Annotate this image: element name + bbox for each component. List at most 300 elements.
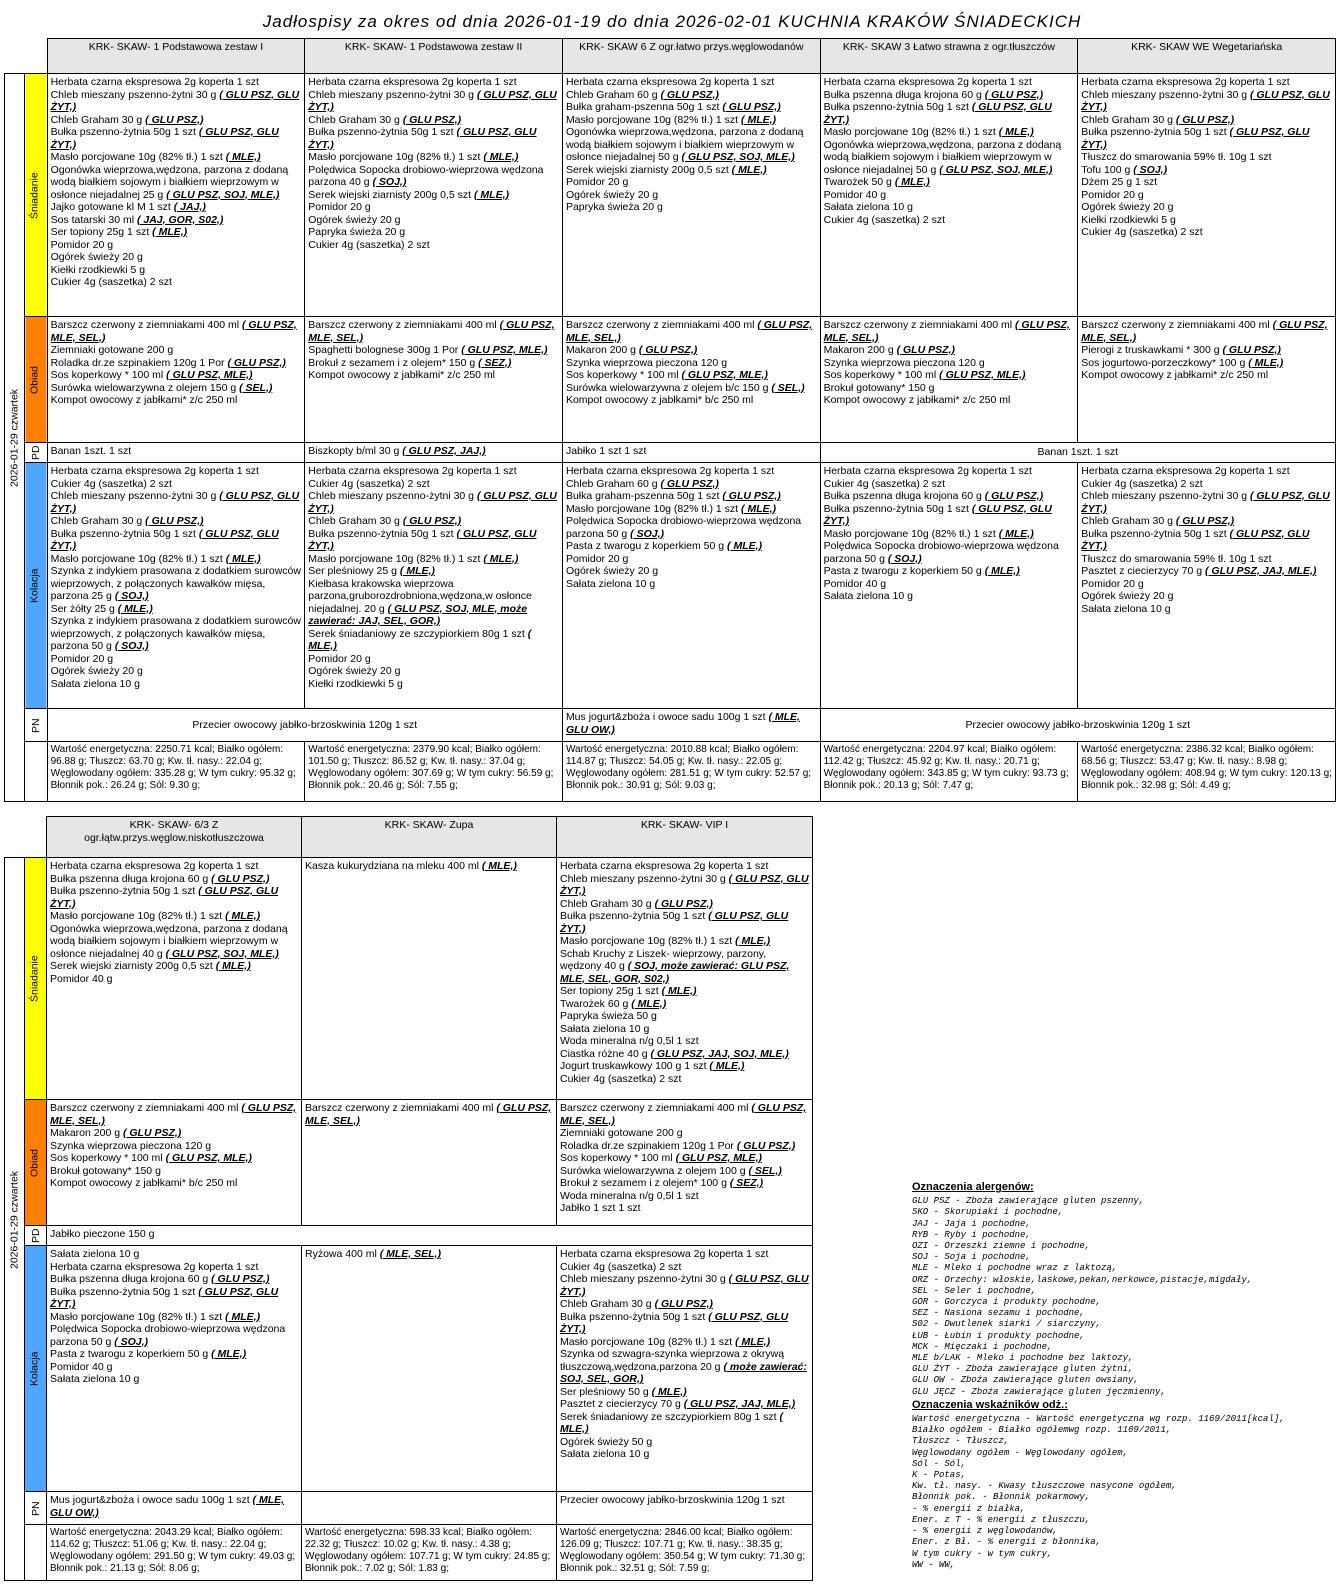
menu-cell	[47, 858, 302, 1100]
allergen-codes: ( SOJ,)	[114, 640, 149, 652]
menu-item: Brokuł z sezamem i z olejem* 100 g ( SEZ,)	[560, 1177, 764, 1189]
legend-row: K - Potas,	[912, 1470, 967, 1481]
allergen-codes: ( MLE,)	[483, 151, 519, 163]
menu-item: Bułka pszenno-żytnia 50g 1 szt ( GLU PSZ, GLU ŻYT,)	[308, 126, 537, 151]
menu-cell	[557, 1492, 813, 1525]
menu-item: Bułka pszenna długa krojona 60 g ( GLU PSZ,)	[823, 88, 1044, 101]
menu-item: Jogurt truskawkowy 100 g 1 szt ( MLE,)	[560, 1060, 745, 1072]
diet-header: KRK- SKAW WE Wegetariańska	[1078, 39, 1336, 74]
menu-item: Masło porcjowane 10g (82% tł.) 1 szt ( MLE,)	[565, 113, 777, 126]
allergen-codes: ( GLU PSZ,)	[722, 490, 781, 502]
allergen-codes: ( GLU PSZ, JAJ, MLE,)	[1205, 565, 1317, 577]
menu-item: Chleb Graham 30 g ( GLU PSZ,)	[560, 897, 713, 910]
menu-item: Kompot owocowy z jabłkami* z/c 250 ml	[50, 394, 238, 406]
allergen-codes: ( SOJ,)	[887, 552, 922, 565]
menu-item: Ogórek świeży 20 g	[50, 251, 143, 263]
menu-cell	[47, 709, 562, 742]
menu-item: Chleb mieszany pszenno-żytni 30 g ( GLU PSZ, GLU ŻYT,)	[1081, 88, 1330, 113]
nutrition-summary: Wartość energetyczna: 2379.90 kcal; Białko ogółem: 101.50 g; Tłuszcz: 86.52 g; Kw. tł. nasy.: 37.04 g; Węglowodany ogółem: 307.69 g; W tym cukry: 56.59 g; Błonnik pok.: 20.46 g; Sól: 7.55 g;	[305, 742, 563, 802]
menu-item: Szynka z indykiem prasowana z dodatkiem surowców wieprzowych, z połączonych kawałków mięsa, parzona 50 g ( SOJ,)	[50, 615, 301, 652]
menu-item: Herbata czarna ekspresowa 2g koperta 1 szt	[50, 860, 259, 872]
allergen-codes: ( GLU PSZ, GLU ŻYT,)	[560, 1273, 809, 1298]
allergen-codes: ( GLU PSZ, JAJ,)	[402, 445, 486, 457]
menu-item: Barszcz czerwony z ziemniakami 400 ml ( GLU PSZ, MLE, SEL,)	[50, 1102, 297, 1127]
menu-item: Bułka graham-pszenna 50g 1 szt ( GLU PSZ,)	[565, 490, 781, 502]
allergen-codes: ( MLE, GLU OW,)	[565, 711, 800, 736]
menu-item: Serek wiejski ziarnisty 200g 0,5 szt ( MLE,)	[50, 960, 251, 972]
allergen-codes: ( GLU PSZ, GLU ŻYT,)	[50, 885, 279, 910]
menu-item: Bułka pszenno-żytnia 50g 1 szt ( GLU PSZ, GLU ŻYT,)	[50, 885, 279, 910]
diet-header: KRK- SKAW- 6/3 Z ogr.łątw.przys.węglow.niskotłuszczowa	[47, 817, 302, 858]
legend-row: GLU ŻYT - Zboża zawierające gluten żytni,	[912, 1364, 1134, 1375]
allergen-codes: ( GLU PSZ, SOJ, MLE,)	[681, 151, 795, 163]
diet-header: KRK- SKAW- Zupa	[302, 817, 557, 858]
allergen-codes: ( SEL,)	[239, 381, 273, 394]
menu-cell	[305, 443, 563, 463]
allergen-codes: ( GLU PSZ, MLE, SEL,)	[308, 319, 555, 344]
legend-row: ŁUB - Łubin i produkty pochodne,	[912, 1330, 1085, 1341]
menu-item: Pomidor 20 g	[50, 238, 114, 251]
menu-item: Pomidor 20 g	[1081, 577, 1144, 590]
menu-item: Brokuł gotowany* 150 g	[823, 381, 935, 394]
menu-item: Chleb Graham 30 g ( GLU PSZ,)	[50, 113, 204, 126]
allergen-codes: ( MLE,)	[560, 1410, 783, 1435]
menu-cell	[562, 443, 820, 463]
menu-item: Bułka pszenno-żytnia 50g 1 szt ( GLU PSZ, GLU ŻYT,)	[823, 502, 1052, 527]
legend-row: SKO - Skorupiaki i pochodne,	[912, 1207, 1064, 1218]
menu-cell	[562, 317, 820, 443]
menu-item: Serek śniadaniowy ze szczypiorkiem 80g 1 szt ( MLE,)	[308, 627, 532, 652]
menu-item: Papryka świeża 50 g	[560, 1010, 657, 1022]
allergen-codes: ( GLU PSZ, GLU ŻYT,)	[1081, 490, 1330, 515]
menu-item: Masło porcjowane 10g (82% tł.) 1 szt ( MLE,)	[50, 1310, 261, 1323]
menu-item: Herbata czarna ekspresowa 2g koperta 1 szt	[1081, 465, 1290, 477]
menu-cell	[305, 74, 563, 317]
menu-item: Ogórek świeży 20 g	[50, 665, 143, 677]
menu-item: Sos koperkowy * 100 ml ( GLU PSZ, MLE,)	[50, 1152, 252, 1164]
allergen-codes: ( GLU PSZ, MLE,)	[166, 369, 253, 381]
menu-item: Chleb Graham 30 g ( GLU PSZ,)	[560, 1298, 713, 1310]
nutrition-summary: Wartość energetyczna: 2846.00 kcal; Białko ogółem: 126.09 g; Tłuszcz: 107.71 g; Kw. tł. nasy.: 38.35 g; Węglowodany ogółem: 350.54 g; W tym cukry: 71.30 g; Błonnik pok.: 32.51 g; Sól: 7.59 g;	[557, 1525, 813, 1581]
allergen-codes: ( GLU PSZ, MLE, SEL,)	[50, 319, 297, 344]
allergen-codes: ( GLU PSZ,)	[145, 113, 204, 126]
menu-cell	[820, 463, 1078, 709]
allergen-codes: ( MLE,)	[998, 126, 1034, 138]
menu-item: Polędwica Sopocka drobiowo-wieprzowa wędzona parzona 40 g ( SOJ,)	[308, 163, 544, 188]
diet-header: KRK- SKAW 6 Z ogr.łatwo przys.węglowodanów	[562, 39, 820, 74]
allergen-codes: ( MLE,)	[661, 985, 697, 997]
allergen-codes: ( MLE,)	[215, 960, 251, 972]
menu-item: Bułka pszenno-żytnia 50g 1 szt ( GLU PSZ, GLU ŻYT,)	[50, 126, 279, 151]
allergen-list	[912, 1196, 1332, 1398]
allergen-codes: ( MLE,)	[225, 151, 261, 163]
menu-item: Cukier 4g (saszetka) 2 szt	[823, 477, 945, 490]
allergen-codes: ( SEL,)	[748, 1164, 782, 1177]
allergen-codes: ( MLE,)	[481, 860, 517, 872]
allergen-codes: ( GLU PSZ, MLE, SEL,)	[560, 1102, 807, 1127]
menu-cell	[557, 858, 813, 1100]
legend-row: Ener. z T - % energii z tłuszczu,	[912, 1514, 1091, 1525]
allergen-codes: ( GLU PSZ,)	[984, 490, 1044, 502]
diet-header: KRK- SKAW- VIP I	[557, 817, 813, 858]
allergen-codes: ( GLU PSZ, GLU ŻYT,)	[1081, 527, 1310, 552]
allergen-codes: ( GLU PSZ,)	[227, 356, 286, 369]
menu-item: Ogonówka wieprzowa,wędzona, parzona z dodaną wodą białkiem sojowym i białkiem wieprzowym w osłonce niejadalnej 50 g ( GLU PSZ, SOJ, MLE,)	[565, 126, 804, 163]
menu-item: Makaron 200 g ( GLU PSZ,)	[50, 1127, 182, 1139]
menu-cell	[305, 317, 563, 443]
menu-item: Jabłko 1 szt 1 szt	[565, 445, 647, 457]
menu-item: Bułka pszenna długa krojona 60 g ( GLU PSZ,)	[823, 490, 1044, 502]
allergen-codes: ( MLE, GLU OW,)	[50, 1494, 285, 1519]
menu-item: Barszcz czerwony z ziemniakami 400 ml ( GLU PSZ, MLE, SEL,)	[308, 319, 555, 344]
menu-cell	[47, 74, 305, 317]
menu-item: Herbata czarna ekspresowa 2g koperta 1 szt	[50, 76, 259, 88]
diet-header: KRK- SKAW- 1 Podstawowa zestaw II	[305, 39, 563, 74]
allergen-codes: ( MLE,)	[741, 113, 777, 126]
legend-row: MCK - Mięczaki i pochodne,	[912, 1341, 1053, 1352]
allergen-codes: ( GLU PSZ,)	[211, 872, 270, 885]
menu-item: Pomidor 40 g	[823, 188, 887, 201]
menu-item: Herbata czarna ekspresowa 2g koperta 1 szt	[308, 465, 517, 477]
legend-row: Białko ogółem - Białko ogółemwg rozp. 1169/2011,	[912, 1425, 1172, 1436]
allergen-codes: ( SEL,)	[771, 381, 805, 394]
meal-label-obiad: Obiad	[25, 1100, 47, 1226]
menu-item: Woda mineralna n/g 0,5l 1 szt	[560, 1035, 699, 1047]
allergen-codes: ( MLE,)	[225, 552, 261, 565]
legend-row: - % energii z białka,	[912, 1503, 1026, 1514]
menu-item: Serek śniadaniowy ze szczypiorkiem 80g 1 szt ( MLE,)	[560, 1410, 783, 1435]
allergen-codes: ( MLE,)	[631, 997, 667, 1010]
menu-item: Przecier owocowy jabłko-brzoskwinia 120g 1 szt	[192, 718, 418, 731]
legend-row: MLE b/LAK - Mleko i pochodne bez laktozy,	[912, 1353, 1134, 1364]
allergen-codes: ( GLU PSZ,)	[402, 515, 462, 527]
menu-item: Ser topiony 25g 1 szt ( MLE,)	[50, 226, 188, 238]
allergen-codes: ( GLU PSZ, MLE,)	[461, 344, 548, 356]
menu-item: Makaron 200 g ( GLU PSZ,)	[565, 344, 698, 356]
menu-item: Sos koperkowy * 100 ml ( GLU PSZ, MLE,)	[560, 1152, 762, 1164]
menu-item: Chleb mieszany pszenno-żytni 30 g ( GLU PSZ, GLU ŻYT,)	[50, 88, 300, 113]
menu-item: Chleb Graham 30 g ( GLU PSZ,)	[1081, 113, 1235, 126]
allergen-codes: ( MLE,)	[117, 602, 153, 615]
menu-item: Sos jogurtowo-porzeczkowy* 100 g ( MLE,)	[1081, 356, 1284, 369]
menu-item: Pomidor 20 g	[1081, 188, 1144, 201]
legend-row: Błonnik pok. - Błonnik pokarmowy,	[912, 1492, 1091, 1503]
menu-item: Biszkopty b/ml 30 g ( GLU PSZ, JAJ,)	[308, 445, 486, 457]
menu-item: Ogórek świeży 20 g	[565, 188, 659, 201]
menu-item: Chleb Graham 60 g ( GLU PSZ,)	[565, 477, 719, 490]
allergen-codes: ( MLE,)	[741, 502, 777, 515]
meal-label-kolacja: Kolacja	[25, 1246, 47, 1492]
menu-item: Masło porcjowane 10g (82% tł.) 1 szt ( MLE,)	[50, 910, 261, 922]
allergen-codes: ( GLU PSZ,)	[1222, 344, 1281, 356]
menu-item: Surówka wielowarzywna z olejem 150 g ( SEL,)	[50, 381, 273, 394]
menu-item: Chleb mieszany pszenno-żytni 30 g ( GLU PSZ, GLU ŻYT,)	[50, 490, 300, 515]
menu-item: Surówka wielowarzywna z olejem 100 g ( SEL,)	[560, 1164, 782, 1177]
allergen-codes: ( GLU PSZ, GLU ŻYT,)	[1081, 126, 1310, 151]
menu-item: Banan 1szt. 1 szt	[1037, 446, 1119, 459]
allergen-codes: ( MLE,)	[152, 226, 188, 238]
menu-item: Masło porcjowane 10g (82% tł.) 1 szt ( MLE,)	[50, 151, 261, 163]
menu-item: Bułka pszenno-żytnia 50g 1 szt ( GLU PSZ, GLU ŻYT,)	[50, 1285, 279, 1310]
allergen-codes: ( GLU PSZ,)	[660, 477, 719, 490]
menu-item: Masło porcjowane 10g (82% tł.) 1 szt ( MLE,)	[823, 527, 1034, 540]
menu-item: Kompot owocowy z jabłkami* z/c 250 ml	[823, 394, 1011, 406]
menu-item: Twarożek 50 g ( MLE,)	[823, 176, 930, 188]
legend-row: W tym cukry - w tym cukry,	[912, 1548, 1053, 1559]
allergen-codes: ( GLU PSZ, MLE,)	[681, 369, 768, 381]
menu-item: Ser żółty 25 g ( MLE,)	[50, 602, 153, 615]
allergen-codes: ( GLU PSZ,)	[654, 1298, 713, 1310]
menu-item: Przecier owocowy jabłko-brzoskwinia 120g 1 szt	[560, 1494, 785, 1506]
menu-item: Barszcz czerwony z ziemniakami 400 ml ( GLU PSZ, MLE, SEL,)	[305, 1102, 552, 1127]
menu-item: Pasta z twarogu z koperkiem 50 g ( MLE,)	[50, 1348, 247, 1360]
menu-cell	[302, 1492, 557, 1525]
allergen-codes: ( SOJ,)	[1133, 163, 1168, 176]
menu-item: Sałata zielona 10 g	[560, 1448, 650, 1460]
menu-item: Ryżowa 400 ml ( MLE, SEL,)	[305, 1248, 441, 1260]
menu-item: Przecier owocowy jabłko-brzoskwinia 120g 1 szt	[965, 718, 1191, 731]
menu-item: Chleb mieszany pszenno-żytni 30 g ( GLU PSZ, GLU ŻYT,)	[1081, 490, 1330, 515]
allergen-codes: ( GLU PSZ,)	[145, 515, 204, 527]
menu-item: Barszcz czerwony z ziemniakami 400 ml ( GLU PSZ, MLE, SEL,)	[823, 319, 1070, 344]
menu-item: Ser topiony 25g 1 szt ( MLE,)	[560, 985, 697, 997]
menu-item: Cukier 4g (saszetka) 2 szt	[560, 1260, 682, 1273]
menu-item: Banan 1szt. 1 szt	[50, 445, 132, 457]
menu-item: Szynka od szwagra-szynka wieprzowa z okrywą tłuszczową,wędzona,parzona 20 g ( może zawierać: SOJ, SEL, GOR,)	[560, 1348, 807, 1385]
allergen-codes: ( MLE,)	[735, 1335, 771, 1348]
allergen-codes: ( GLU PSZ,)	[402, 113, 462, 126]
menu-item: Mus jogurt&zboża i owoce sadu 100g 1 szt ( MLE, GLU OW,)	[565, 711, 800, 736]
legend-row: - % energii z węglowodanów,	[912, 1526, 1058, 1537]
menu-item: Twarożek 60 g ( MLE,)	[560, 997, 667, 1010]
allergen-codes: ( GLU PSZ, MLE,)	[675, 1152, 762, 1164]
meal-label-sniadanie: Śniadanie	[25, 74, 47, 317]
menu-item: Ogonówka wieprzowa,wędzona, parzona z dodaną wodą białkiem sojowym i białkiem wieprzowym w osłonce niejadalnej 50 g ( GLU PSZ, SOJ, MLE,)	[823, 138, 1062, 176]
menu-item: Ogórek świeży 50 g	[560, 1435, 653, 1448]
allergen-codes: ( JAJ, GOR, S02,)	[136, 213, 224, 226]
allergen-codes: ( MLE,)	[308, 627, 532, 652]
legend-row: S02 - Dwutlenek siarki / siarczyny,	[912, 1319, 1102, 1330]
menu-item: Kiełki rzodkiewki 5 g	[308, 677, 403, 690]
menu-item: Pasztet z ciecierzycy 70 g ( GLU PSZ, JAJ, MLE,)	[560, 1398, 796, 1410]
menu-item: Polędwica Sopocka drobiowo-wieprzowa wędzona parzona 50 g ( SOJ,)	[823, 540, 1059, 565]
menu-item: Bułka pszenno-żytnia 50g 1 szt ( GLU PSZ, GLU ŻYT,)	[1081, 126, 1310, 151]
legend-row: GLU PSZ - Zboża zawierające gluten pszenny,	[912, 1196, 1145, 1207]
legend-row: Kw. tł. nasy. - Kwasy tłuszczowe nasycone ogółem,	[912, 1481, 1177, 1492]
menu-item: Herbata czarna ekspresowa 2g koperta 1 szt	[1081, 76, 1290, 88]
nutrition-summary: Wartość energetyczna: 2010.88 kcal; Białko ogółem: 114.87 g; Tłuszcz: 54.05 g; Kw. tł. nasy.: 22.05 g; Węglowodany ogółem: 281.51 g; W tym cukry: 52.57 g; Błonnik pok.: 30.91 g; Sól: 9.03 g;	[562, 742, 820, 802]
menu-item: Roladka dr.ze szpinakiem 120g 1 Por ( GLU PSZ,)	[50, 356, 286, 369]
allergen-codes: ( GLU PSZ, GLU ŻYT,)	[308, 527, 537, 552]
diet-header: KRK- SKAW 3 Łatwo strawna z ogr.tłuszczów	[820, 39, 1078, 74]
menu-item: Kasza kukurydziana na mleku 400 ml ( MLE,)	[305, 860, 517, 872]
menu-item: Herbata czarna ekspresowa 2g koperta 1 szt	[308, 76, 517, 88]
menu-item: Chleb mieszany pszenno-żytni 30 g ( GLU PSZ, GLU ŻYT,)	[308, 490, 557, 515]
legend-row: GLU OW - Zboża zawierające gluten owsiany,	[912, 1375, 1139, 1386]
menu-item: Kompot owocowy z jabłkami* b/c 250 ml	[565, 394, 754, 406]
menu-item: Pomidor 20 g	[565, 552, 629, 565]
menu-item: Ogórek świeży 20 g	[565, 565, 659, 577]
allergen-codes: ( GLU PSZ,)	[1175, 515, 1235, 527]
menu-cell	[1078, 317, 1336, 443]
menu-item: Herbata czarna ekspresowa 2g koperta 1 szt	[823, 76, 1032, 88]
menu-item: Cukier 4g (saszetka) 2 szt	[308, 238, 430, 251]
menu-item: Chleb Graham 30 g ( GLU PSZ,)	[1081, 515, 1235, 527]
menu-cell	[47, 443, 305, 463]
legend-row: Sól - Sól,	[912, 1458, 967, 1469]
menu-item: Pomidor 20 g	[50, 652, 114, 665]
menu-item: Ogórek świeży 20 g	[1081, 201, 1174, 213]
menu-item: Cukier 4g (saszetka) 2 szt	[560, 1072, 682, 1085]
legend-row: WW - WW,	[912, 1559, 956, 1570]
menu-cell	[302, 1246, 557, 1492]
menu-item: Sałata zielona 10 g	[823, 590, 913, 602]
menu-item: Kompot owocowy z jabłkami* z/c 250 ml	[308, 369, 496, 381]
menu-item: Serek wiejski ziarnisty 200g 0,5 szt ( MLE,)	[308, 188, 509, 201]
allergen-codes: ( GLU PSZ,)	[122, 1127, 182, 1139]
allergen-codes: ( MLE,)	[651, 1385, 687, 1398]
menu-cell	[562, 463, 820, 709]
menu-cell	[820, 317, 1078, 443]
menu-item: Bułka pszenno-żytnia 50g 1 szt ( GLU PSZ, GLU ŻYT,)	[308, 527, 537, 552]
menu-item: Bułka graham-pszenna 50g 1 szt ( GLU PSZ,)	[565, 101, 781, 113]
menu-item: Sos tatarski 30 ml ( JAJ, GOR, S02,)	[50, 213, 224, 226]
allergen-codes: ( MLE,)	[399, 565, 435, 577]
menu-item: Chleb mieszany pszenno-żytni 30 g ( GLU PSZ, GLU ŻYT,)	[560, 872, 809, 897]
menu-item: Pomidor 40 g	[50, 972, 113, 985]
legend-row: ORZ - Orzechy: włoskie,laskowe,pekan,nerkowce,pistacje,migdały,	[912, 1274, 1253, 1285]
allergen-codes: ( MLE,)	[984, 565, 1020, 577]
menu-cell	[47, 1100, 302, 1226]
menu-cell	[557, 1246, 813, 1492]
menu-item: Bułka pszenno-żytnia 50g 1 szt ( GLU PSZ, GLU ŻYT,)	[560, 910, 789, 935]
allergen-codes: ( GLU PSZ, MLE, SEL,)	[565, 319, 813, 344]
allergen-codes: ( GLU PSZ, SOJ, MLE,)	[939, 163, 1053, 176]
menu-item: Ogonówka wieprzowa,wędzona, parzona z dodaną wodą białkiem sojowym i białkiem wieprzowym w osłonce niejadalnej 25 g ( GLU PSZ, SOJ, MLE,)	[50, 163, 289, 201]
allergen-codes: ( GLU PSZ, GLU ŻYT,)	[50, 527, 279, 552]
menu-item: Masło porcjowane 10g (82% tł.) 1 szt ( MLE,)	[560, 1335, 771, 1348]
date-label: 2026-01-29 czwartek	[5, 858, 25, 1581]
legend-row: Węglowodany ogółem - Węglowodany ogółem,	[912, 1447, 1129, 1458]
menu-item: Ogonówka wieprzowa,wędzona, parzona z dodaną wodą białkiem sojowym i białkiem wieprzowym w osłonce niejadalnej 40 g ( GLU PSZ, SOJ, MLE,)	[50, 922, 288, 960]
menu-item: Papryka świeża 20 g	[308, 226, 406, 238]
allergen-codes: ( GLU PSZ, GLU ŻYT,)	[50, 88, 300, 113]
allergen-codes: ( MLE, SEL,)	[379, 1248, 441, 1260]
allergen-codes: ( SOJ, może zawierać: GLU PSZ, MLE, SEL, GOR, S02,)	[560, 960, 790, 985]
allergen-codes: ( MLE,)	[483, 552, 519, 565]
menu-cell	[562, 709, 820, 742]
menu-item: Cukier 4g (saszetka) 2 szt	[308, 477, 430, 490]
menu-item: Barszcz czerwony z ziemniakami 400 ml ( GLU PSZ, MLE, SEL,)	[565, 319, 813, 344]
menu-item: Ciastka różne 40 g ( GLU PSZ, JAJ, SOJ, MLE,)	[560, 1047, 789, 1060]
menu-item: Pomidor 40 g	[50, 1360, 113, 1373]
menu-item: Ziemniaki gotowane 200 g	[50, 344, 174, 356]
menu-item: Herbata czarna ekspresowa 2g koperta 1 szt	[560, 1248, 769, 1260]
legend-row: Ener. z Bł. - % energii z błonnika,	[912, 1537, 1102, 1548]
allergen-codes: ( GLU PSZ, MLE, SEL,)	[50, 1102, 297, 1127]
menu-cell	[1078, 74, 1336, 317]
allergen-codes: ( SEZ,)	[478, 356, 512, 369]
menu-item: Bułka pszenno-żytnia 50g 1 szt ( GLU PSZ, GLU ŻYT,)	[1081, 527, 1310, 552]
menu-item: Makaron 200 g ( GLU PSZ,)	[823, 344, 955, 356]
menu-item: Masło porcjowane 10g (82% tł.) 1 szt ( MLE,)	[823, 126, 1034, 138]
menu-item: Barszcz czerwony z ziemniakami 400 ml ( GLU PSZ, MLE, SEL,)	[50, 319, 297, 344]
menu-cell	[1078, 463, 1336, 709]
allergens-title: Oznaczenia alergenów:	[912, 1181, 1034, 1193]
menu-cell	[47, 1246, 302, 1492]
menu-item: Pomidor 20 g	[308, 201, 371, 213]
allergen-codes: ( GLU PSZ,)	[1175, 113, 1235, 126]
menu-item: Szynka wieprzowa pieczona 120 g	[50, 1139, 212, 1152]
allergen-codes: ( GLU PSZ,)	[984, 88, 1044, 101]
menu-item: Sos koperkowy * 100 ml ( GLU PSZ, MLE,)	[565, 369, 768, 381]
legend-row: Wartość energetyczna - Wartość energetyczna wg rozp. 1169/2011[kcal],	[912, 1414, 1285, 1425]
menu-item: Herbata czarna ekspresowa 2g koperta 1 szt	[50, 465, 259, 477]
menu-item: Masło porcjowane 10g (82% tł.) 1 szt ( MLE,)	[560, 935, 771, 947]
legend-row: SEL - Seler i pochodne,	[912, 1285, 1037, 1296]
allergen-codes: ( MLE,)	[474, 188, 509, 201]
allergen-codes: ( GLU PSZ, JAJ, SOJ, MLE,)	[650, 1047, 789, 1060]
allergen-codes: ( MLE,)	[894, 176, 930, 188]
menu-cell	[302, 1100, 557, 1226]
indicators-title: Oznaczenia wskaźników odż.:	[912, 1398, 1068, 1411]
menu-item: Ogórek świeży 20 g	[308, 665, 401, 677]
menu-cell	[47, 1226, 813, 1246]
allergen-codes: ( GLU PSZ,)	[736, 1139, 796, 1152]
diet-header: KRK- SKAW- 1 Podstawowa zestaw I	[47, 39, 305, 74]
allergen-codes: ( MLE,)	[225, 1310, 261, 1323]
allergen-codes: ( GLU PSZ, GLU ŻYT,)	[50, 1285, 279, 1310]
nutrition-summary: Wartość energetyczna: 2386.32 kcal; Białko ogółem: 68.56 g; Tłuszcz: 53.47 g; Kw. tł. nasy.: 8.98 g; Węglowodany ogółem: 408.94 g; W tym cukry: 120.13 g; Błonnik pok.: 32.98 g; Sól: 4.49 g;	[1078, 742, 1336, 802]
allergen-codes: ( GLU PSZ, SOJ, MLE, może zawierać: JAJ, SEL, GOR,)	[308, 602, 528, 627]
allergen-codes: ( GLU PSZ, GLU ŻYT,)	[823, 101, 1052, 126]
allergen-codes: ( GLU PSZ, MLE, SEL,)	[305, 1102, 552, 1127]
allergen-codes: ( GLU PSZ, GLU ŻYT,)	[308, 88, 557, 113]
menu-item: Sałata zielona 10 g	[50, 677, 140, 690]
menu-item: Kompot owocowy z jabłkami* z/c 250 ml	[1081, 369, 1269, 381]
menu-item: Bułka pszenno-żytnia 50g 1 szt ( GLU PSZ, GLU ŻYT,)	[823, 101, 1052, 126]
menu-item: Sos koperkowy * 100 ml ( GLU PSZ, MLE,)	[823, 369, 1026, 381]
allergen-codes: ( MLE,)	[1248, 356, 1284, 369]
menu-cell	[302, 858, 557, 1100]
meal-label-pd: PD	[25, 1226, 47, 1246]
allergen-codes: ( GLU PSZ, GLU ŻYT,)	[308, 490, 557, 515]
legend-row: SEZ - Nasiona sezamu i pochodne,	[912, 1308, 1085, 1319]
allergen-codes: ( GLU PSZ, GLU ŻYT,)	[560, 1310, 789, 1335]
menu-item: Bułka pszenna długa krojona 60 g ( GLU PSZ,)	[50, 872, 270, 885]
allergen-codes: ( SEZ,)	[729, 1177, 764, 1189]
menu-item: Kiełki rzodkiewki 5 g	[1081, 213, 1176, 226]
legend-row: MLE - Mleko i pochodne wraz z laktozą,	[912, 1263, 1118, 1274]
legend-row: RYB - Ryby i pochodne,	[912, 1229, 1031, 1240]
date-label: 2026-01-29 czwartek	[5, 74, 25, 802]
legend-row: GLU JĘCZ - Zboża zawierające gluten jęczmienny,	[912, 1386, 1166, 1397]
menu-item: Cukier 4g (saszetka) 2 szt	[1081, 477, 1203, 490]
meal-label-kolacja: Kolacja	[25, 463, 47, 709]
menu-item: Ser pleśniowy 50 g ( MLE,)	[560, 1385, 687, 1398]
menu-item: Herbata czarna ekspresowa 2g koperta 1 szt	[560, 860, 769, 872]
allergen-codes: ( GLU PSZ, GLU ŻYT,)	[560, 910, 789, 935]
menu-item: Cukier 4g (saszetka) 2 szt	[50, 276, 172, 288]
allergen-codes: ( MLE,)	[731, 163, 767, 176]
allergen-codes: ( GLU PSZ,)	[660, 88, 719, 101]
menu-item: Pierogi z truskawkami * 300 g ( GLU PSZ,)	[1081, 344, 1281, 356]
menu-item: Barszcz czerwony z ziemniakami 400 ml ( GLU PSZ, MLE, SEL,)	[560, 1102, 807, 1127]
menu-item: Herbata czarna ekspresowa 2g koperta 1 szt	[50, 1260, 259, 1273]
indicator-list	[912, 1414, 1332, 1571]
allergen-codes: ( SOJ,)	[372, 176, 407, 188]
allergen-codes: ( MLE,)	[727, 540, 763, 552]
